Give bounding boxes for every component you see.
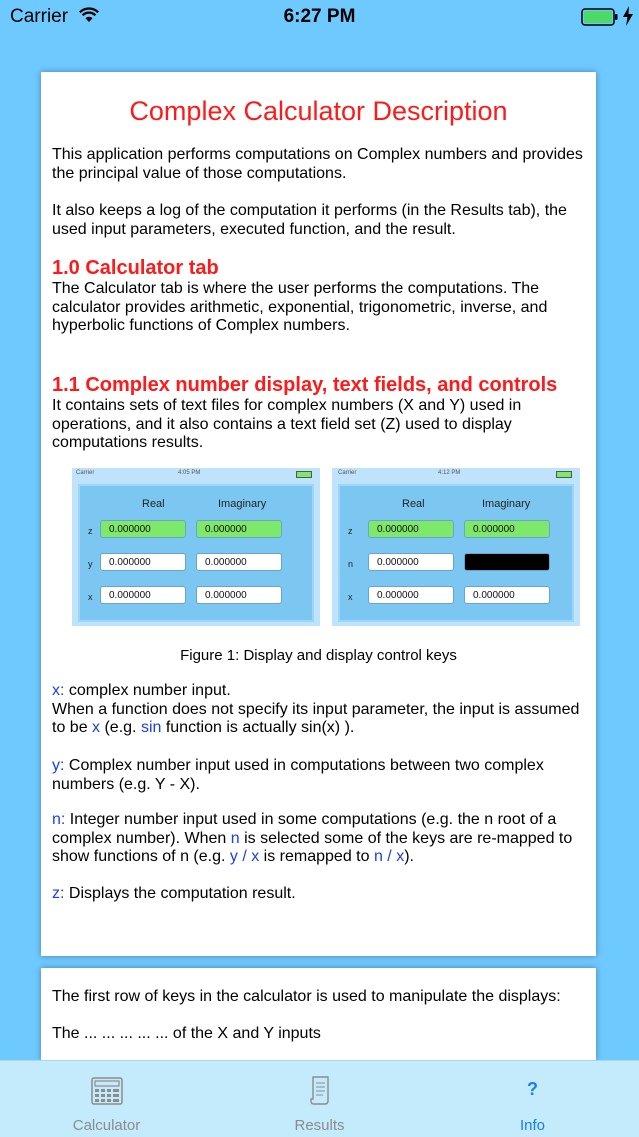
row-label-n: n — [348, 559, 354, 569]
section-heading-display-controls: 1.1 Complex number display, text fields, and controls — [52, 374, 558, 396]
results-scroll-icon — [213, 1075, 426, 1105]
page-title: Complex Calculator Description — [129, 96, 508, 126]
definition-n: n: Integer number input used in some computations (e.g. the n root of a complex number). When n is selected some of the keys are re-mapped to show functions of n (e.g. y / x is remapped to n / x). — [52, 811, 573, 865]
section-heading-calculator-tab: 1.0 Calculator tab — [52, 257, 219, 279]
x-imaginary-field: 0.000000 — [464, 586, 550, 604]
n-value-field: 0.000000 — [368, 553, 454, 571]
keys-intro-paragraph: The first row of keys in the calculator is used to manipulate the displays: — [52, 988, 561, 1005]
figure-screenshot-xyz — [72, 468, 320, 626]
intro-paragraph-1: This application performs computations on Complex numbers and provides the principal value of those computations. — [52, 146, 583, 182]
y-real-field: 0.000000 — [100, 553, 186, 571]
cut-off-line: The ... ... ... ... ... of the X and Y inputs — [52, 1025, 321, 1042]
x-real-field: 0.000000 — [100, 586, 186, 604]
mini-battery-icon — [556, 471, 572, 478]
calculator-icon — [0, 1075, 213, 1105]
column-header-imaginary: Imaginary — [218, 498, 267, 510]
intro-paragraph-2: It also keeps a log of the computation it performs (in the Results tab), the used input parameters, executed function, and the result. — [52, 202, 567, 238]
question-mark-icon: ? — [527, 1079, 538, 1099]
display-panel — [338, 484, 574, 622]
x-imaginary-field: 0.000000 — [196, 586, 282, 604]
mini-battery-icon — [296, 471, 312, 478]
z-real-field: 0.000000 — [368, 520, 454, 538]
status-time: 6:27 PM — [283, 6, 356, 27]
column-header-real: Real — [402, 498, 425, 510]
column-header-imaginary: Imaginary — [482, 498, 531, 510]
tab-label-results: Results — [294, 1117, 345, 1134]
tab-label-calculator: Calculator — [72, 1117, 141, 1134]
z-imaginary-field: 0.000000 — [196, 520, 282, 538]
figure-screenshot-znx — [332, 468, 580, 626]
definition-x: x: complex number input. When a function does not specify its input parameter, the input is assumed to be x (e.g. sin function is actually sin(x) ). — [52, 682, 580, 736]
column-header-real: Real — [142, 498, 165, 510]
mini-status-bar: Carrier 4:12 PM — [332, 468, 580, 480]
tab-info[interactable] — [426, 1061, 639, 1137]
tab-results[interactable] — [213, 1061, 426, 1137]
section-text-display-controls: It contains sets of text files for complex numbers (X and Y) used in operations, and it also contains a text field set (Z) used to display computations results. — [52, 397, 522, 451]
carrier-label: Carrier — [10, 6, 69, 27]
battery-icon — [581, 8, 619, 32]
n-disabled-field — [464, 553, 550, 571]
y-imaginary-field: 0.000000 — [196, 553, 282, 571]
tab-label-info: Info — [519, 1117, 546, 1134]
tab-bar — [0, 1060, 639, 1137]
description-page-2[interactable] — [41, 968, 596, 1060]
display-panel — [78, 484, 314, 622]
z-imaginary-field: 0.000000 — [464, 520, 550, 538]
row-label-z: z — [348, 526, 353, 536]
figure-caption: Figure 1: Display and display control keys — [180, 647, 457, 664]
row-label-x: x — [348, 592, 353, 602]
definition-z: z: Displays the computation result. — [52, 885, 296, 902]
section-text-calculator-tab: The Calculator tab is where the user performs the computations. The calculator provides arithmetic, exponential, trigonometric, inverse, and hyperbolic functions of Complex numbers. — [52, 280, 548, 334]
z-real-field: 0.000000 — [100, 520, 186, 538]
description-page[interactable] — [41, 72, 596, 956]
row-label-y: y — [88, 559, 93, 569]
row-label-x: x — [88, 592, 93, 602]
tab-calculator[interactable] — [0, 1061, 213, 1137]
charging-bolt-icon — [622, 6, 634, 32]
x-real-field: 0.000000 — [368, 586, 454, 604]
row-label-z: z — [88, 526, 93, 536]
definition-y: y: Complex number input used in computations between two complex numbers (e.g. Y - X). — [52, 757, 544, 793]
mini-status-bar: Carrier 4:05 PM — [72, 468, 320, 480]
status-bar — [0, 0, 639, 34]
